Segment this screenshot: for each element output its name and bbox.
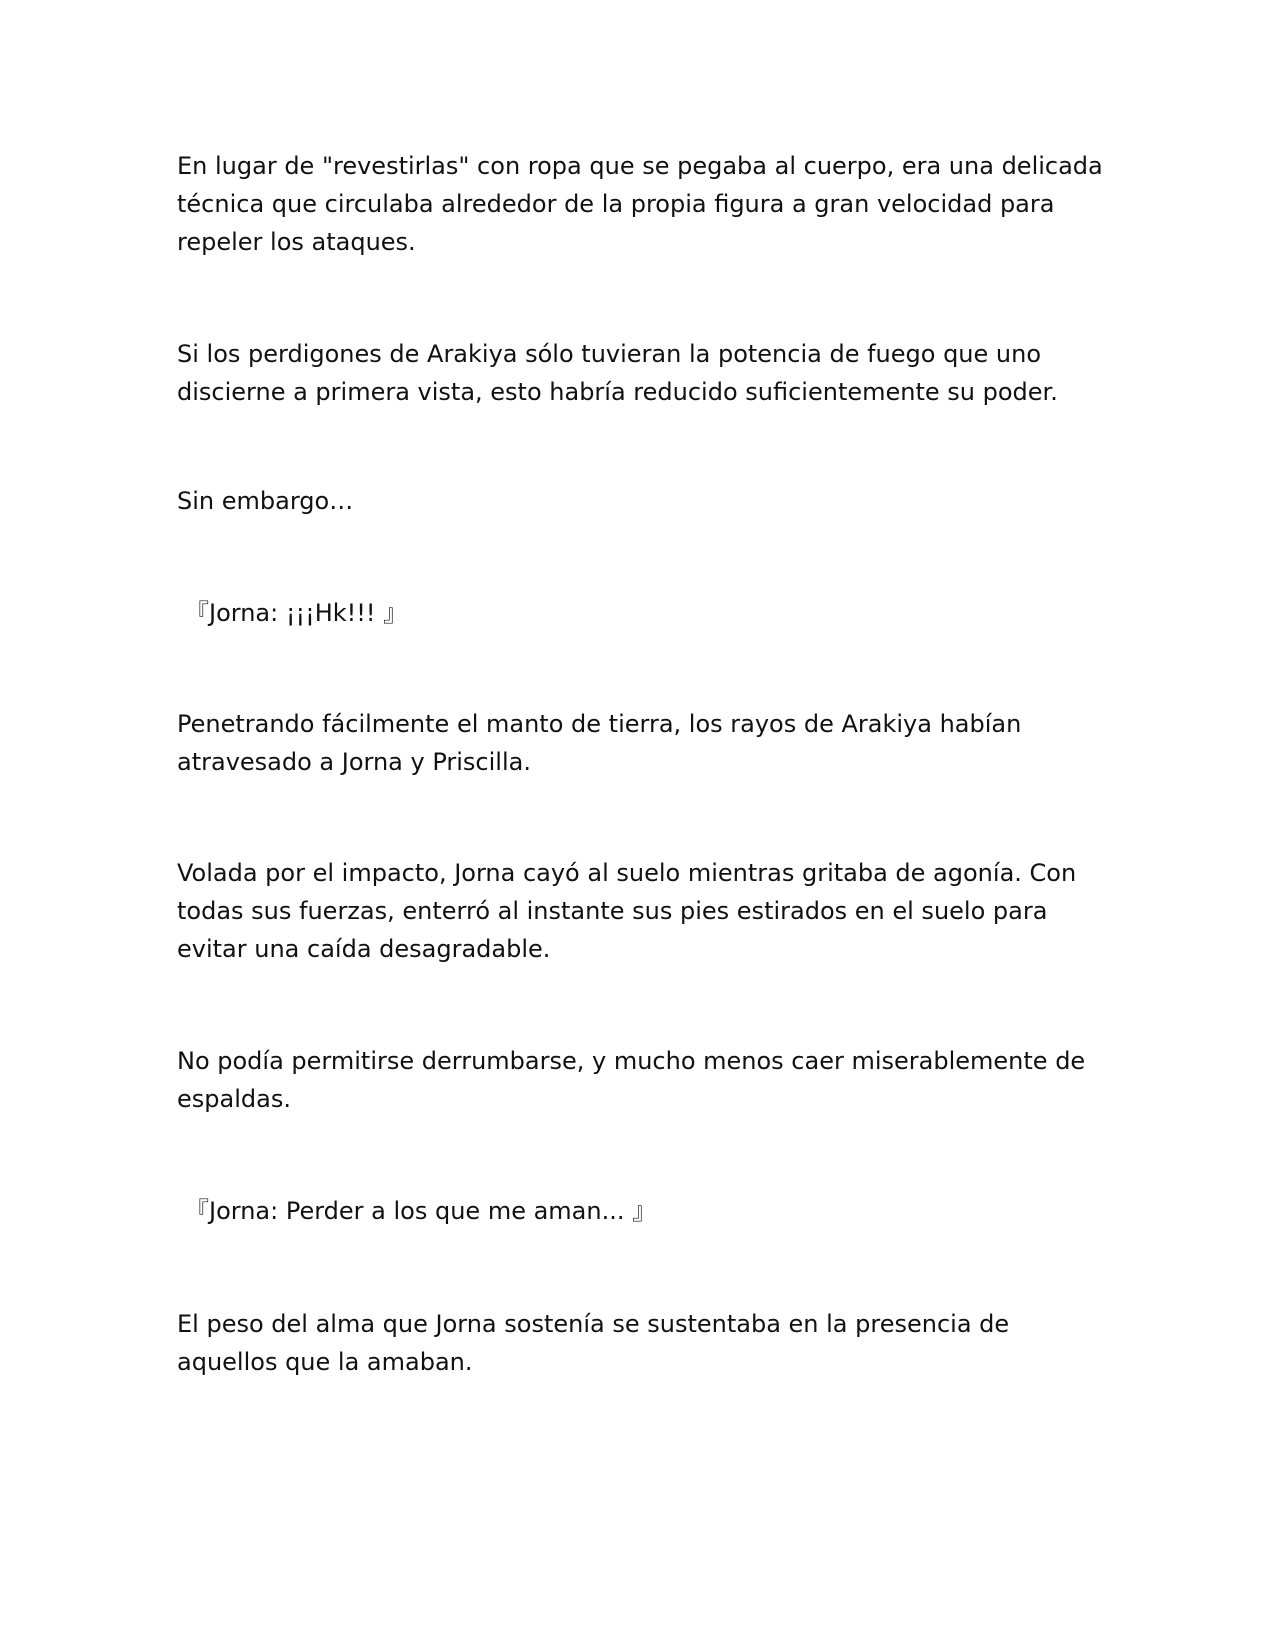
paragraph: En lugar de "revestirlas" con ropa que se pegaba al cuerpo, era una delicada técnica que circulaba alrededor de la propia figura a gran velocidad para repeler los ataques. [177, 152, 1103, 256]
paragraph: Volada por el impacto, Jorna cayó al suelo mientras gritaba de agonía. Con todas sus fuerzas, enterró al instante sus pies estirados en el suelo para evitar una caída desagradable. [177, 859, 1077, 963]
paragraph: Penetrando fácilmente el manto de tierra, los rayos de Arakiya habían atravesado a Jorna y Priscilla. [177, 710, 1022, 776]
paragraph: El peso del alma que Jorna sostenía se sustentaba en la presencia de aquellos que la amaban. [177, 1310, 1010, 1376]
paragraph: Sin embargo… [177, 487, 354, 515]
paragraph: Si los perdigones de Arakiya sólo tuvieran la potencia de fuego que uno discierne a primera vista, esto habría reducido suficientemente su poder. [177, 340, 1058, 406]
dialogue-line: 『Jorna: ¡¡¡Hk!!! 』 [185, 599, 408, 627]
dialogue-line: 『Jorna: Perder a los que me aman... 』 [185, 1197, 657, 1225]
paragraph: No podía permitirse derrumbarse, y mucho menos caer miserablemente de espaldas. [177, 1047, 1086, 1113]
